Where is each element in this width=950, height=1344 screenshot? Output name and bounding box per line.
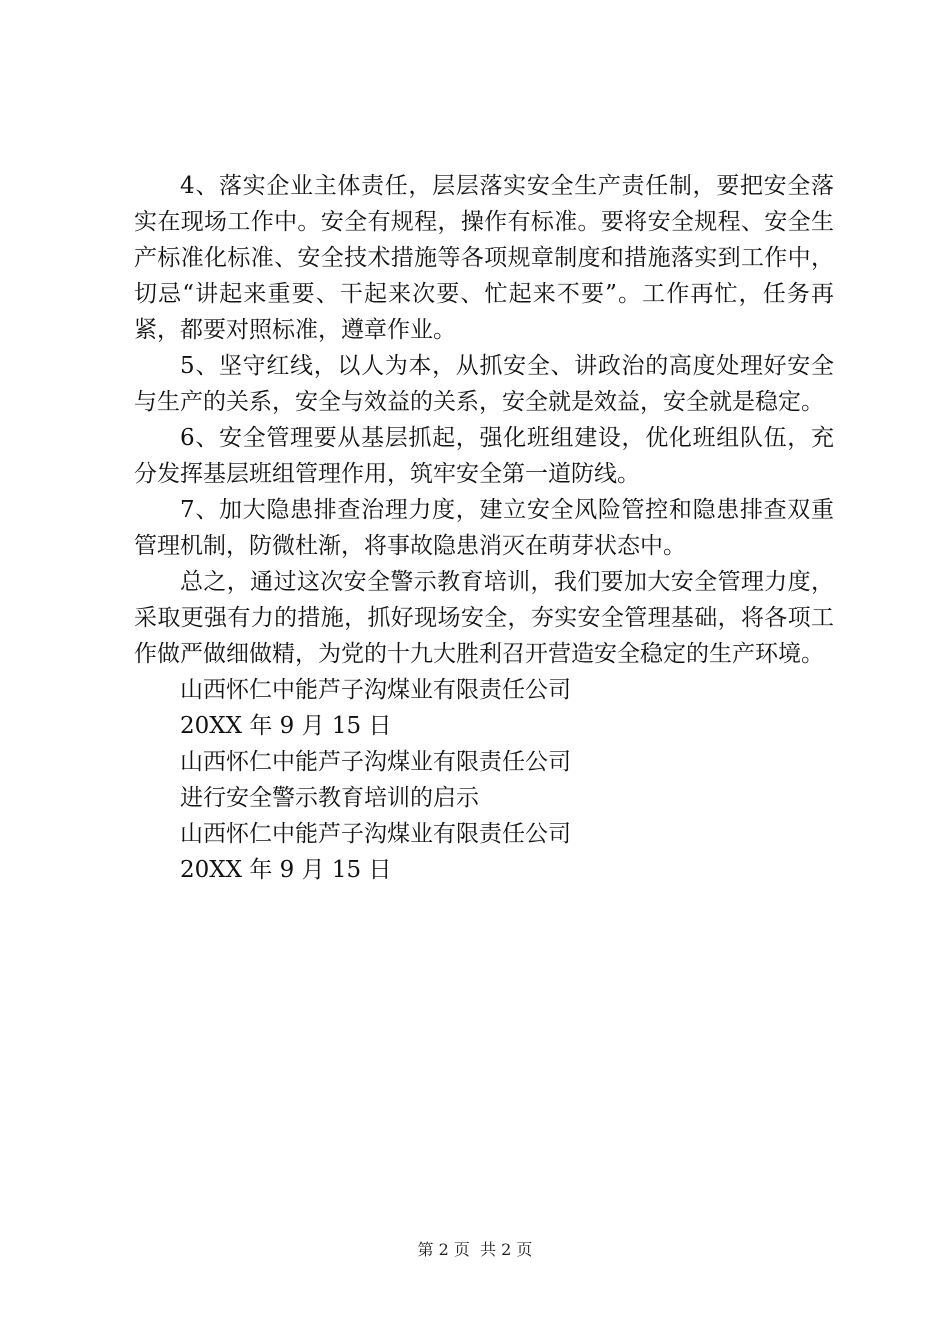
paragraph-summary: 总之，通过这次安全警示教育培训，我们要加大安全管理力度，采取更强有力的措施，抓好现场安全，夯实安全管理基础，将各项工作做严做细做精，为党的十九大胜利召开营造安全稳定的生产环境。 bbox=[134, 569, 834, 667]
paragraph-item-6: 6、安全管理要从基层抓起，强化班组建设，优化班组队伍，充分发挥基层班组管理作用，筑牢安全第一道防线。 bbox=[134, 425, 834, 487]
paragraph-item-7: 7、加大隐患排查治理力度，建立安全风险管控和隐患排查双重管理机制，防微杜渐，将事故隐患消灭在萌芽状态中。 bbox=[134, 497, 834, 559]
company-name-line: 山西怀仁中能芦子沟煤业有限责任公司 bbox=[180, 749, 571, 775]
company-name-line: 山西怀仁中能芦子沟煤业有限责任公司 bbox=[180, 677, 571, 703]
date-line: 20XX 年 9 月 15 日 bbox=[180, 713, 392, 739]
company-name-line: 山西怀仁中能芦子沟煤业有限责任公司 bbox=[180, 821, 571, 847]
page-footer bbox=[0, 1240, 950, 1260]
paragraph-item-5: 5、坚守红线，以人为本，从抓安全、讲政治的高度处理好安全与生产的关系，安全与效益的关系，安全就是效益，安全就是稳定。 bbox=[134, 353, 834, 415]
document-body bbox=[134, 168, 834, 888]
date-line: 20XX 年 9 月 15 日 bbox=[180, 857, 392, 883]
page-number-label: 第 2 页 共 2 页 bbox=[417, 1240, 533, 1259]
paragraph-item-4: 4、落实企业主体责任，层层落实安全生产责任制，要把安全落实在现场工作中。安全有规程，操作有标准。要将安全规程、安全生产标准化标准、安全技术措施等各项规章制度和措施落实到工作中，切忌“讲起来重要、干起来次要、忙起来不要”。工作再忙，任务再紧，都要对照标准，遵章作业。 bbox=[134, 173, 834, 343]
document-title-line: 进行安全警示教育培训的启示 bbox=[180, 785, 479, 811]
